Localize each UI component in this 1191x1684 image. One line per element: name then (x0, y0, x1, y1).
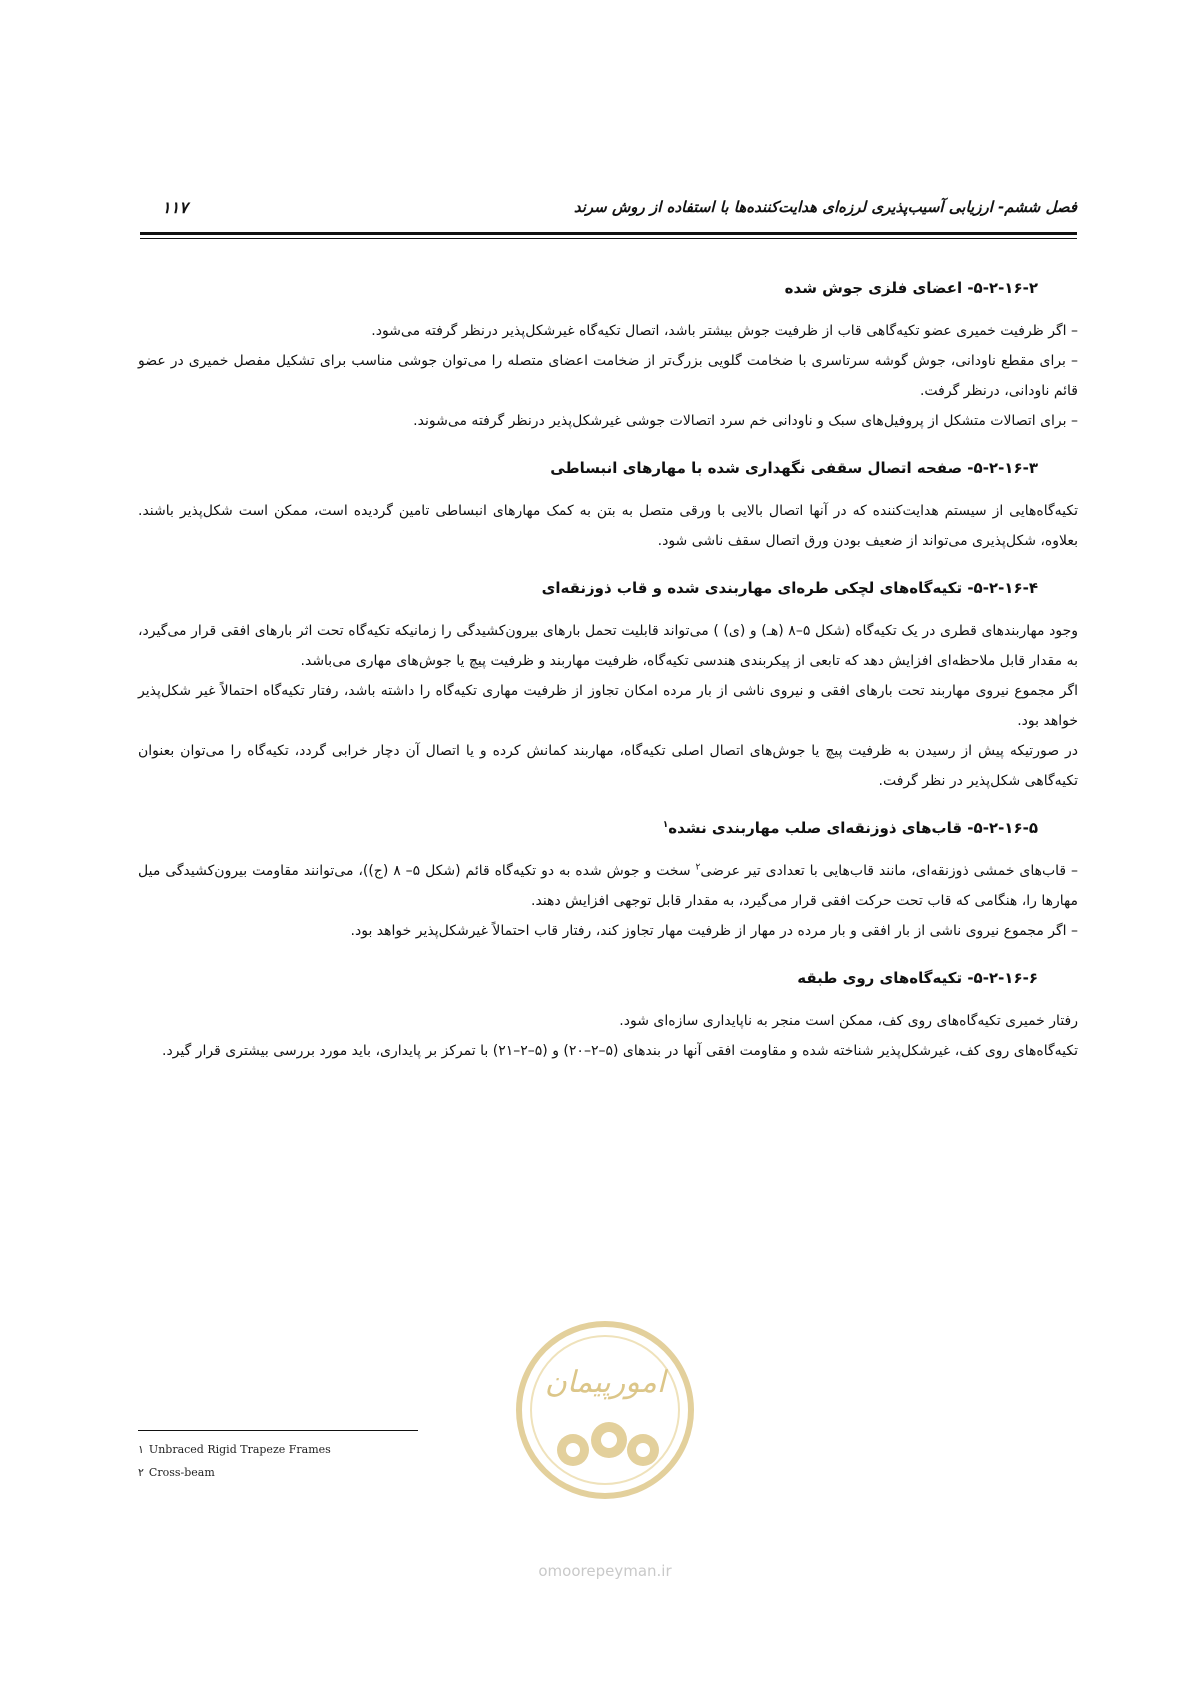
watermark-ring (519, 1324, 691, 1496)
watermark-inner-ring (531, 1336, 679, 1484)
paragraph: – اگر ظرفیت خمیری عضو تکیه‌گاهی قاب از ظرفیت جوش بیشتر باشد، اتصال تکیه‌گاه غیرشکل‌پذیر درنظر گرفته می‌شود. (371, 323, 1078, 339)
footnote-text: Cross-beam (148, 1466, 215, 1479)
footnote-1 (138, 1438, 331, 1461)
footnote-number: ۱ (138, 1443, 144, 1456)
footnote-2 (138, 1461, 331, 1484)
paragraph: – برای مقطع ناودانی، جوش گوشه سرتاسری با ضخامت گلویی بزرگ‌تر از ضخامت اعضای متصله را می‌توان جوشی مناسب برای تشکیل مفصل خمیری در عضو قائم ناودانی، درنظر گرفت. (138, 353, 1078, 399)
section-heading-2: ۵-۲-۱۶-۳- صفحه اتصال سقفی نگهداری شده با مهارهای انبساطی (550, 459, 1038, 477)
paragraph: اگر مجموع نیروی مهاربند تحت بارهای افقی و نیروی ناشی از بار مرده امکان تجاوز از ظرفیت مهاری تکیه‌گاه را داشته باشد، رفتار تکیه‌گاه احتمالاً غیر شکل‌پذیر خواهد بود. (138, 683, 1078, 729)
section-heading-1: ۵-۲-۱۶-۲- اعضای فلزی جوش شده (784, 279, 1038, 297)
paragraph: در صورتیکه پیش از رسیدن به ظرفیت پیچ یا جوش‌های اتصال اصلی تکیه‌گاه، مهاربند کمانش کرده و یا اتصال آن دچار خرابی گردد، تکیه‌گاه را می‌توان بعنوان تکیه‌گاهی شکل‌پذیر در نظر گرفت. (138, 743, 1078, 789)
footnote-rule (138, 1430, 418, 1431)
footnotes (138, 1438, 331, 1484)
paragraph-part: – قاب‌های خمشی ذوزنقه‌ای، مانند قاب‌هایی با تعدادی تیر عرضی (700, 863, 1079, 879)
paragraph (138, 856, 1078, 916)
watermark-logo (485, 1300, 725, 1600)
paragraph: – برای اتصالات متشکل از پروفیل‌های سبک و ناودانی خم سرد اتصالات جوشی غیرشکل‌پذیر درنظر گرفته می‌شوند. (413, 413, 1078, 429)
heading-text: ۵-۲-۱۶-۵- قاب‌های ذوزنقه‌ای صلب مهاربندی نشده (668, 819, 1038, 837)
page-header (140, 198, 1077, 224)
footnote-number: ۲ (138, 1466, 144, 1479)
paragraph: رفتار خمیری تکیه‌گاه‌های روی کف، ممکن است منجر به ناپایداری سازه‌ای شود. (619, 1013, 1078, 1029)
paragraph: تکیه‌گاه‌هایی از سیستم هدایت‌کننده که در آنها اتصال بالایی با ورقی متصل به بتن به کمک مهارهای انبساطی تامین گردیده است، ممکن است شکل‌پذیر باشند. بعلاوه، شکل‌پذیری می‌تواند از ضعیف بودن ورق اتصال سقف ناشی شود. (138, 503, 1078, 549)
running-head: فصل ششم- ارزیابی آسیب‌پذیری لرزه‌ای هدایت‌کننده‌ها با استفاده از روش سرند (573, 198, 1077, 216)
footnote-text: Unbraced Rigid Trapeze Frames (148, 1443, 331, 1456)
watermark-logo-text: امورپیمان (544, 1365, 666, 1400)
header-rule-thick (140, 232, 1077, 235)
footnote-ref: ۱ (662, 820, 669, 830)
section-heading-4 (138, 814, 1078, 842)
paragraph: وجود مهاربندهای قطری در یک تکیه‌گاه (شکل ۵–۸ (هـ) و (ی) ) می‌تواند قابلیت تحمل بارهای بیرون‌کشیدگی را زمانیکه تکیه‌گاه تحت اثر بارهای افقی قرار می‌گیرد، به مقدار قابل ملاحظه‌ای افزایش دهد که تابعی از پیکربندی هندسی تکیه‌گاه، ظرفیت مهاربند و ظرفیت پیچ یا جوش‌های مهاری می‌باشد. (138, 623, 1078, 669)
page-number: ۱۱۷ (162, 198, 188, 217)
body-content (138, 262, 1078, 1066)
header-rule-thin (140, 238, 1077, 239)
footnote-ref: ۲ (695, 862, 701, 873)
watermark-url: omoorepeyman.ir (538, 1562, 672, 1580)
section-heading-3: ۵-۲-۱۶-۴- تکیه‌گاه‌های لچکی طره‌ای مهاربندی شده و قاب ذوزنقه‌ای (541, 579, 1038, 597)
section-heading-5: ۵-۲-۱۶-۶- تکیه‌گاه‌های روی طبقه (797, 969, 1038, 987)
paragraph-part: سخت و جوش شده به دو تکیه‌گاه قائم (شکل ۵– ۸ (ج))، می‌توانند مقاومت بیرون‌کشیدگی میل مهارها را، هنگامی که قاب تحت حرکت افقی قرار می‌گیرد، به مقدار قابل توجهی افزایش دهند. (138, 863, 1078, 909)
paragraph: تکیه‌گاه‌های روی کف، غیرشکل‌پذیر شناخته شده و مقاومت افقی آنها در بندهای (۵–۲–۲۰) و (۵–۲–۲۱) با تمرکز بر پایداری، باید مورد بررسی بیشتری قرار گیرد. (162, 1043, 1078, 1059)
paragraph: – اگر مجموع نیروی ناشی از بار افقی و بار مرده در مهار از ظرفیت مهار تجاوز کند، رفتار قاب احتمالاً غیرشکل‌پذیر خواهد بود. (350, 923, 1078, 939)
